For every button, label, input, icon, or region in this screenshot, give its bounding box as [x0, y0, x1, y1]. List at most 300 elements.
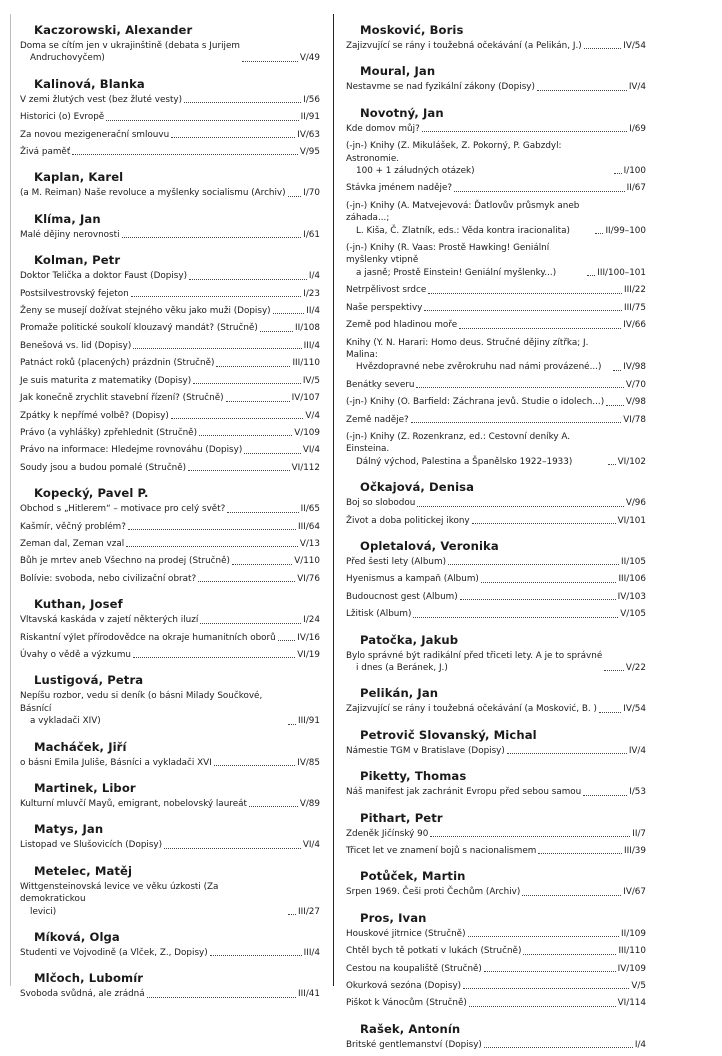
entry-title-line: Nestavme se nad fyzikální zákony (Dopisy) — [346, 82, 535, 93]
index-entry — [20, 444, 320, 456]
issue-page-ref: I/4 — [308, 271, 320, 282]
dot-leader — [430, 836, 630, 837]
author-block — [20, 929, 320, 959]
entry-title-line: Andruchovyčem) — [30, 53, 105, 64]
dot-leader — [216, 366, 290, 367]
issue-page-ref: VI/4 — [302, 840, 320, 851]
dot-leader — [604, 670, 624, 671]
entry-title-line: Kde domov můj? — [346, 123, 420, 134]
author-name: Petrovič Slovanský, Michal — [360, 727, 537, 742]
author-name: Opletalová, Veronika — [360, 538, 499, 553]
dot-leader — [214, 765, 295, 766]
dot-leader — [128, 529, 296, 530]
entry-title-line: Houskové jitrnice (Stručně) — [346, 928, 466, 939]
entry-title — [346, 200, 593, 237]
dot-leader — [242, 61, 298, 62]
author-name: Kolman, Petr — [34, 253, 121, 268]
issue-page-ref: V/13 — [299, 538, 320, 549]
dot-leader — [411, 422, 622, 423]
dot-leader — [507, 753, 627, 754]
entry-title-line: Bolívie: svoboda, nebo civilizační obrat? — [20, 573, 197, 584]
entry-title-line: Netrpělivost srdce — [346, 285, 427, 296]
index-entry — [346, 396, 646, 408]
index-entry — [20, 111, 320, 123]
author-block — [20, 76, 320, 159]
issue-page-ref: IV/16 — [297, 632, 320, 643]
author-name: Potůček, Martin — [360, 869, 466, 884]
author-name: Očkajová, Denisa — [360, 480, 475, 495]
entry-title-line: Historici (o) Evropě — [20, 112, 105, 123]
index-entry — [20, 187, 320, 199]
entry-title — [346, 319, 457, 331]
dot-leader — [484, 1047, 633, 1048]
entry-title — [346, 497, 415, 509]
entry-title-line: Knihy (Y. N. Harari: Homo deus. Stručné dějiny zítřka; J. Malina: — [346, 337, 589, 360]
entry-title — [346, 591, 458, 603]
entry-title-line: Je suis maturita z matematiky (Dopisy) — [20, 375, 192, 386]
author-block — [346, 63, 646, 93]
dot-leader — [200, 623, 301, 624]
entry-title — [20, 187, 286, 199]
entry-title-line: (a M. Reiman) Naše revoluce a myšlenky socialismu (Archiv) — [20, 188, 286, 199]
entry-title — [20, 881, 286, 918]
index-entry — [346, 497, 646, 509]
dot-leader — [133, 657, 295, 658]
entry-title-line: Soudy jsou a budou pomalé (Stručně) — [20, 462, 187, 473]
entry-title-line: Studenti ve Vojvodině (a Vlček, Z., Dopisy) — [20, 948, 208, 959]
entry-title — [20, 798, 247, 810]
entry-title-line: Země pod hladinou moře — [346, 320, 458, 331]
entry-title — [20, 649, 131, 661]
entry-title-line: 100 + 1 záludných otázek) — [356, 166, 475, 177]
index-entry — [346, 81, 646, 93]
index-entry — [20, 146, 320, 158]
index-entry — [346, 556, 646, 568]
entry-title — [346, 140, 612, 177]
index-entry — [20, 410, 320, 422]
entry-title — [346, 650, 602, 675]
index-entry — [20, 649, 320, 661]
entry-title-line: (-jn-) Knihy (O. Barfield: Záchrana jevů. Studie o idolech...) — [346, 397, 605, 408]
index-entry — [346, 414, 646, 426]
entry-title-line: Piškot k Vánocům (Stručně) — [346, 998, 467, 1009]
index-entry — [20, 322, 320, 334]
entry-title — [20, 521, 126, 533]
dot-leader — [584, 48, 622, 49]
entry-title — [346, 786, 581, 798]
issue-page-ref: III/27 — [298, 906, 320, 917]
index-entry — [20, 881, 320, 918]
index-entry — [20, 288, 320, 300]
author-name: Novotný, Jan — [360, 105, 444, 120]
entry-title — [346, 886, 520, 898]
entry-title — [346, 980, 461, 992]
entry-title-line: V zemi žlutých vest (bez žluté vesty) — [20, 94, 183, 105]
entry-title — [20, 690, 286, 727]
index-entry — [20, 375, 320, 387]
entry-title-line: Benešová vs. lid (Dopisy) — [20, 340, 132, 351]
dot-leader — [481, 582, 617, 583]
issue-page-ref: III/41 — [298, 989, 320, 1000]
author-name: Kuthan, Josef — [34, 597, 123, 612]
entry-title — [20, 555, 230, 567]
dot-leader — [459, 328, 621, 329]
entry-title — [20, 288, 129, 300]
entry-title-line: Budoucnost gest (Album) — [346, 591, 458, 602]
issue-page-ref: II/109 — [621, 928, 646, 939]
entry-title-line: i dnes (a Beránek, J.) — [356, 663, 448, 673]
dot-leader — [249, 806, 298, 807]
index-entry — [346, 1039, 646, 1051]
issue-page-ref: VI/78 — [623, 414, 646, 425]
issue-page-ref: VI/19 — [297, 649, 320, 660]
entry-title — [346, 703, 597, 715]
author-name: Piketty, Thomas — [360, 769, 467, 784]
entry-title — [346, 997, 467, 1009]
dot-leader — [273, 313, 305, 314]
index-entry — [346, 945, 646, 957]
entry-title-line: Lžitisk (Album) — [346, 609, 412, 620]
dot-leader — [288, 724, 296, 725]
entry-title — [346, 556, 446, 568]
index-entry — [346, 302, 646, 314]
entry-title-line: Bylo správné být radikální před třiceti lety. A je to správné — [346, 650, 603, 661]
entry-title — [346, 40, 582, 52]
author-name: Pros, Ivan — [360, 910, 427, 925]
author-name: Pithart, Petr — [360, 810, 443, 825]
author-block — [20, 596, 320, 661]
index-entry — [20, 129, 320, 141]
index-entry — [346, 786, 646, 798]
author-block — [20, 821, 320, 851]
entry-title — [20, 573, 196, 585]
entry-title — [20, 947, 208, 959]
issue-page-ref: III/75 — [624, 302, 646, 313]
entry-title-line: (-jn-) Knihy (R. Vaas: Prostě Hawking! Geniální myšlenky vtipně — [346, 243, 550, 266]
entry-title-line: levici) — [30, 906, 57, 917]
issue-page-ref: V/70 — [625, 379, 646, 390]
entry-title — [20, 146, 70, 158]
author-name: Mosković, Boris — [360, 23, 464, 37]
entry-title-line: Země naděje? — [346, 414, 409, 425]
issue-page-ref: IV/67 — [623, 887, 646, 898]
author-name: Martinek, Libor — [34, 781, 136, 795]
dot-leader — [278, 640, 295, 641]
index-entry — [20, 988, 320, 1000]
entry-title-line: Postsilvestrovský fejeton — [20, 288, 129, 299]
index-entry — [346, 745, 646, 757]
index-entry — [346, 123, 646, 135]
entry-title — [20, 229, 120, 241]
entry-title-line: Riskantní výlet přírodovědce na okraje humanitních oborů — [20, 632, 276, 643]
entry-title — [20, 503, 225, 515]
entry-title-line: Živá paměť — [20, 147, 71, 158]
dot-leader — [448, 564, 619, 565]
author-name: Klíma, Jan — [34, 211, 101, 226]
author-name: Moural, Jan — [360, 64, 436, 79]
entry-title — [20, 632, 276, 644]
entry-title-line: o básni Emila Juliše, Básníci a vykladači XVI — [20, 757, 212, 768]
author-block — [346, 538, 646, 621]
author-block — [346, 810, 646, 858]
index-entry — [346, 997, 646, 1009]
issue-page-ref: V/5 — [631, 981, 646, 992]
index-entry — [20, 427, 320, 439]
index-entry — [20, 357, 320, 369]
dot-leader — [614, 173, 622, 174]
entry-title — [346, 182, 452, 194]
entry-title — [20, 111, 104, 123]
dot-leader — [227, 512, 298, 513]
dot-leader — [198, 581, 295, 582]
entry-title-line: Malé dějiny nerovnosti — [20, 229, 120, 240]
dot-leader — [126, 546, 298, 547]
entry-title — [20, 375, 191, 387]
author-block — [20, 22, 320, 65]
issue-page-ref: III/4 — [303, 948, 320, 959]
author-block — [20, 863, 320, 918]
index-entry — [20, 94, 320, 106]
dot-leader — [522, 895, 621, 896]
issue-page-ref: V/109 — [294, 427, 320, 438]
dot-leader — [171, 137, 295, 138]
index-entry — [346, 828, 646, 840]
entry-title-line: Zajizvující se rány i toužebná očekávání (a Mosković, B. ) — [346, 704, 597, 715]
entry-title-line: a vykladači XIV) — [30, 716, 101, 727]
entry-title — [20, 392, 224, 404]
author-block — [346, 727, 646, 757]
entry-title — [20, 427, 197, 439]
dot-leader — [210, 955, 302, 956]
author-name: Metelec, Matěj — [34, 863, 133, 878]
dot-leader — [468, 936, 620, 937]
index-entry — [346, 40, 646, 52]
entry-title — [346, 396, 604, 408]
entry-title-line: Třicet let ve znamení bojů s nacionalismem — [346, 846, 537, 857]
issue-page-ref: IV/107 — [291, 393, 320, 404]
author-name: Kaczorowski, Alexander — [34, 23, 193, 37]
entry-title-line: Náš manifest jak zachránit Evropu před sebou samou — [346, 787, 582, 798]
dot-leader — [460, 599, 616, 600]
issue-page-ref: II/7 — [632, 828, 646, 839]
entry-title-line: Doma se cítím jen v ukrajinštině (debata s Jurijem — [20, 41, 240, 51]
author-block — [346, 910, 646, 1010]
entry-title — [20, 322, 258, 334]
entry-title-line: Vltavská kaskáda v zajetí některých iluzí — [20, 615, 199, 626]
entry-title-line: Úvahy o vědě a výzkumu — [20, 649, 131, 660]
entry-title-line: Patnáct roků (placených) prázdnin (Stručně) — [20, 358, 215, 369]
index-entry — [20, 340, 320, 352]
entry-title-line: Wittgensteinovská levice ve věku úzkosti (Za demokratickou — [20, 881, 219, 905]
dot-leader — [188, 470, 290, 471]
index-entry — [20, 947, 320, 959]
dot-leader — [171, 418, 304, 419]
author-block — [20, 485, 320, 585]
issue-page-ref: VI/76 — [297, 573, 320, 584]
index-entry — [20, 757, 320, 769]
entry-title-line: Doktor Telička a doktor Faust (Dopisy) — [20, 271, 188, 282]
dot-leader — [288, 196, 302, 197]
dot-leader — [232, 564, 292, 565]
entry-title-line: (-jn-) Knihy (Z. Rozenkranz, ed.: Cestovní deníky A. Einsteina. — [346, 431, 571, 455]
issue-page-ref: II/65 — [300, 504, 320, 515]
author-name: Lustigová, Petra — [34, 673, 144, 688]
entry-title — [346, 431, 606, 468]
issue-page-ref: II/105 — [621, 556, 646, 567]
author-block — [346, 105, 646, 468]
author-name: Míková, Olga — [34, 930, 120, 945]
issue-page-ref: III/4 — [303, 340, 320, 351]
entry-title — [346, 379, 414, 391]
dot-leader — [538, 853, 622, 854]
issue-page-ref: V/98 — [625, 397, 646, 408]
index-entry — [20, 614, 320, 626]
dot-leader — [422, 131, 627, 132]
author-block — [20, 672, 320, 727]
dot-leader — [131, 296, 302, 297]
dot-leader — [147, 997, 296, 998]
entry-title-line: Bůh je mrtev aneb Všechno na prodej (Stručně) — [20, 556, 230, 567]
issue-page-ref: I/100 — [623, 166, 646, 177]
author-block — [20, 780, 320, 810]
author-name: Matys, Jan — [34, 822, 104, 837]
entry-title — [346, 963, 482, 975]
author-block — [346, 685, 646, 715]
entry-title — [20, 614, 198, 626]
issue-page-ref: III/110 — [292, 358, 320, 369]
entry-title-line: Dálný východ, Palestina a Španělsko 1922–1933) — [356, 456, 573, 467]
entry-title — [346, 945, 521, 957]
entry-title — [346, 123, 420, 135]
index-entry — [20, 538, 320, 550]
entry-title — [346, 515, 470, 527]
entry-title-line: a jasně; Prostě Einstein! Geniální myšlenky...) — [356, 267, 557, 278]
author-block — [20, 169, 320, 199]
dot-leader — [454, 191, 625, 192]
entry-title — [20, 129, 169, 141]
entry-title — [20, 270, 187, 282]
dot-leader — [416, 387, 623, 388]
issue-page-ref: IV/54 — [623, 41, 646, 51]
dot-leader — [184, 102, 301, 103]
issue-page-ref: I/4 — [634, 1039, 646, 1050]
issue-page-ref: III/110 — [618, 946, 646, 957]
dot-leader — [164, 848, 301, 849]
entry-title — [20, 988, 145, 1000]
issue-page-ref: I/56 — [303, 94, 320, 105]
entry-title-line: Okurková sezóna (Dopisy) — [346, 981, 462, 992]
issue-page-ref: IV/4 — [628, 82, 646, 93]
entry-title-line: Cestou na koupaliště (Stručně) — [346, 963, 482, 974]
issue-page-ref: I/24 — [303, 615, 320, 626]
entry-title — [20, 444, 242, 456]
entry-title — [20, 757, 212, 769]
index-entry — [20, 555, 320, 567]
issue-page-ref: VI/114 — [617, 998, 646, 1009]
issue-page-ref: V/89 — [299, 799, 320, 809]
index-entry — [20, 690, 320, 727]
dot-leader — [523, 954, 616, 955]
index-entry — [346, 591, 646, 603]
issue-page-ref: I/69 — [629, 123, 646, 134]
issue-page-ref: V/22 — [625, 663, 646, 673]
issue-page-ref: I/53 — [629, 787, 646, 798]
dot-leader — [72, 154, 298, 155]
entry-title-line: Kulturní mluvčí Mayů, emigrant, nobelovský laureát — [20, 799, 247, 809]
issue-page-ref: V/96 — [625, 498, 646, 509]
author-block — [20, 252, 320, 474]
issue-page-ref: I/61 — [303, 229, 320, 240]
entry-title — [20, 305, 271, 317]
entry-title — [346, 845, 536, 857]
index-entry — [20, 839, 320, 851]
dot-leader — [613, 370, 621, 371]
index-entry — [20, 305, 320, 317]
dot-leader — [583, 795, 627, 796]
entry-title — [20, 40, 240, 65]
entry-title — [346, 573, 479, 585]
entry-title — [20, 410, 169, 422]
index-entry — [346, 319, 646, 331]
dot-leader — [122, 237, 302, 238]
author-block — [346, 22, 646, 52]
entry-title — [346, 608, 411, 620]
index-entry — [20, 270, 320, 282]
index-entry — [20, 503, 320, 515]
dot-leader — [463, 988, 629, 989]
entry-title-line: Kašmír, věčný problém? — [20, 521, 126, 532]
author-block — [346, 868, 646, 898]
index-entry — [20, 392, 320, 404]
entry-title — [346, 81, 535, 93]
entry-title-line: Ženy se musejí dožívat stejného věku jako muži (Dopisy) — [20, 306, 271, 317]
dot-leader — [599, 712, 621, 713]
index-entry — [20, 798, 320, 810]
issue-page-ref: VI/101 — [617, 515, 646, 526]
entry-title-line: Chtěl bych tě potkati v lukách (Stručně) — [346, 946, 522, 957]
index-entry — [346, 379, 646, 391]
entry-title — [346, 928, 466, 940]
entry-title-line: (-jn-) Knihy (A. Matvejevová: Ďatlovův průsmyk aneb záhada...; — [346, 200, 580, 224]
entry-title-line: Boj so slobodou — [346, 498, 416, 509]
entry-title-line: Zdeněk Jičínský 90 — [346, 828, 429, 839]
issue-page-ref: IV/109 — [617, 963, 646, 974]
issue-page-ref: II/99–100 — [605, 225, 646, 236]
index-entry — [20, 573, 320, 585]
entry-title — [20, 538, 124, 550]
entry-title — [20, 462, 186, 474]
author-name: Kalinová, Blanka — [34, 76, 145, 91]
entry-title-line: Zpátky k nepřímé volbě? (Dopisy) — [20, 410, 169, 421]
dot-leader — [193, 383, 301, 384]
index-entry — [346, 650, 646, 675]
issue-page-ref: VI/112 — [291, 462, 320, 473]
dot-leader — [537, 90, 627, 91]
index-entry — [20, 40, 320, 65]
author-block — [20, 970, 320, 1000]
index-entry — [20, 521, 320, 533]
entry-title-line: Právo (a vyhlášky) zpřehlednit (Stručně) — [20, 427, 198, 438]
entry-title-line: Britské gentlemanství (Dopisy) — [346, 1039, 482, 1050]
issue-page-ref: IV/5 — [302, 375, 320, 386]
entry-title-line: Stávka jménem naděje? — [346, 183, 453, 194]
author-block — [346, 479, 646, 527]
issue-page-ref: IV/103 — [617, 591, 646, 602]
author-name: Rašek, Antonín — [360, 1021, 461, 1036]
issue-page-ref: I/23 — [303, 288, 320, 299]
dot-leader — [417, 506, 623, 507]
issue-page-ref: V/4 — [305, 410, 320, 421]
